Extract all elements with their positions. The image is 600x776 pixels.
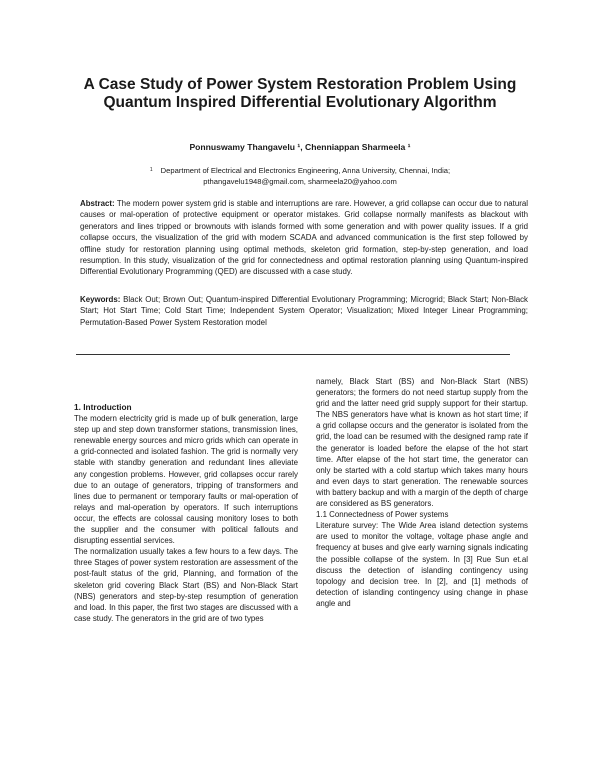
affiliation-text: Department of Electrical and Electronics Engineering, Anna University, Chennai, India; bbox=[160, 166, 451, 175]
intro-paragraph-1: The modern electricity grid is made up of bulk generation, large step up and step down transformer stations, transmission lines, renewable energy sources and micro grids which can operate in a grid-connected and isolated fashion. The grid is normally very stable with standby generation and redundant lines alleviate any congestion problems. However, grid collapses occur rarely due to an outage of generators, tripping of transformers and lines due to permanent or temporary faults or mal-operation of relays and mal-operation by operators. If such interruptions occur, the effects are colossal causing monitory loses to both the supplier and the consumer with political fallouts and disrupting essential services. bbox=[74, 414, 298, 546]
affiliation-mark: 1 bbox=[149, 167, 153, 173]
intro-paragraph-3: namely, Black Start (BS) and Non-Black Start (NBS) generators; the formers do not need startup supply from the grid and the latter need grid supply support for their startup. The NBS generators have what is known as hot start time; if a grid collapse occurs and the generator is isolated from the grid, the load can be resumed with the designed ramp rate if the generator is loaded before the elapse of the hot start time. After elapse of the hot start time, the generator can only be started with a cold startup which takes many hours and even days to start generation. The renewable sources with battery backup and with a margin of the depth of charge are considered as BS generators. bbox=[316, 377, 528, 509]
affiliation-block bbox=[60, 165, 540, 187]
literature-survey-paragraph: Literature survey: The Wide Area island detection systems are used to monitor the voltage, voltage phase angle and frequency at buses and give early warning signals indicating the possible collapse of the system. In [3] Rue Sun et.al discuss the detection of islanding contingency using topology and decision tree. In [2], and [1] methods of detection of islanding contingency using change in phase angle and bbox=[316, 521, 528, 608]
keywords-text: Black Out; Brown Out; Quantum-inspired Differential Evolutionary Programming; Microgrid; Black Start; Non-Black Start; Hot Start Time; Cold Start Time; Independent System Operator; Visualization; Mixed Integer Linear Programming; Permutation-Based Power System Restoration model bbox=[80, 295, 528, 327]
abstract bbox=[80, 198, 528, 278]
left-column bbox=[74, 402, 298, 624]
affiliation-line bbox=[60, 165, 540, 176]
author-list: Ponnuswamy Thangavelu ¹, Chenniappan Sharmeela ¹ bbox=[189, 142, 411, 152]
author-emails: pthangavelu1948@gmail.com, sharmeela20@yahoo.com bbox=[203, 177, 397, 186]
paper-title: A Case Study of Power System Restoration Problem Using Quantum Inspired Differential Evolutionary Algorithm bbox=[83, 76, 517, 111]
abstract-text: The modern power system grid is stable and interruptions are rare. However, a grid collapse can occur due to natural causes or mal-operation of protective equipment or operator mistakes. Grid collapse normally manifests as blackout with generators and lines tripped or brownouts with islands formed with some generation and with power quality issues. If a grid collapse occurs, the visualization of the grid with modern SCADA and advanced communication is the first step followed by offline study for restoration planning using optimal methods, skeleton grid formation, step-by-step generation, and load resumption. In this study, visualization of the grid for connectedness and optimal restoration planning using Quantum-inspired Differential Evolutionary Programming (QED) are discussed with a case study. bbox=[80, 199, 528, 277]
section-divider bbox=[76, 354, 510, 355]
keywords bbox=[80, 294, 528, 328]
right-column bbox=[316, 376, 528, 609]
subsection-heading-connectedness: 1.1 Connectedness of Power systems bbox=[316, 510, 449, 520]
section-heading-introduction: 1. Introduction bbox=[74, 402, 132, 412]
abstract-label: Abstract: bbox=[80, 199, 115, 208]
keywords-label: Keywords: bbox=[80, 295, 121, 304]
intro-paragraph-2: The normalization usually takes a few hours to a few days. The three Stages of power system restoration are assessment of the post-fault status of the grid, Planning, and formation of the skeleton grid covering Black Start (BS) and Non-Black Start (NBS) generators and step-by-step resumption of generation and load. In this paper, the first two stages are discussed with a case study. The generators in the grid are of two types bbox=[74, 547, 298, 623]
